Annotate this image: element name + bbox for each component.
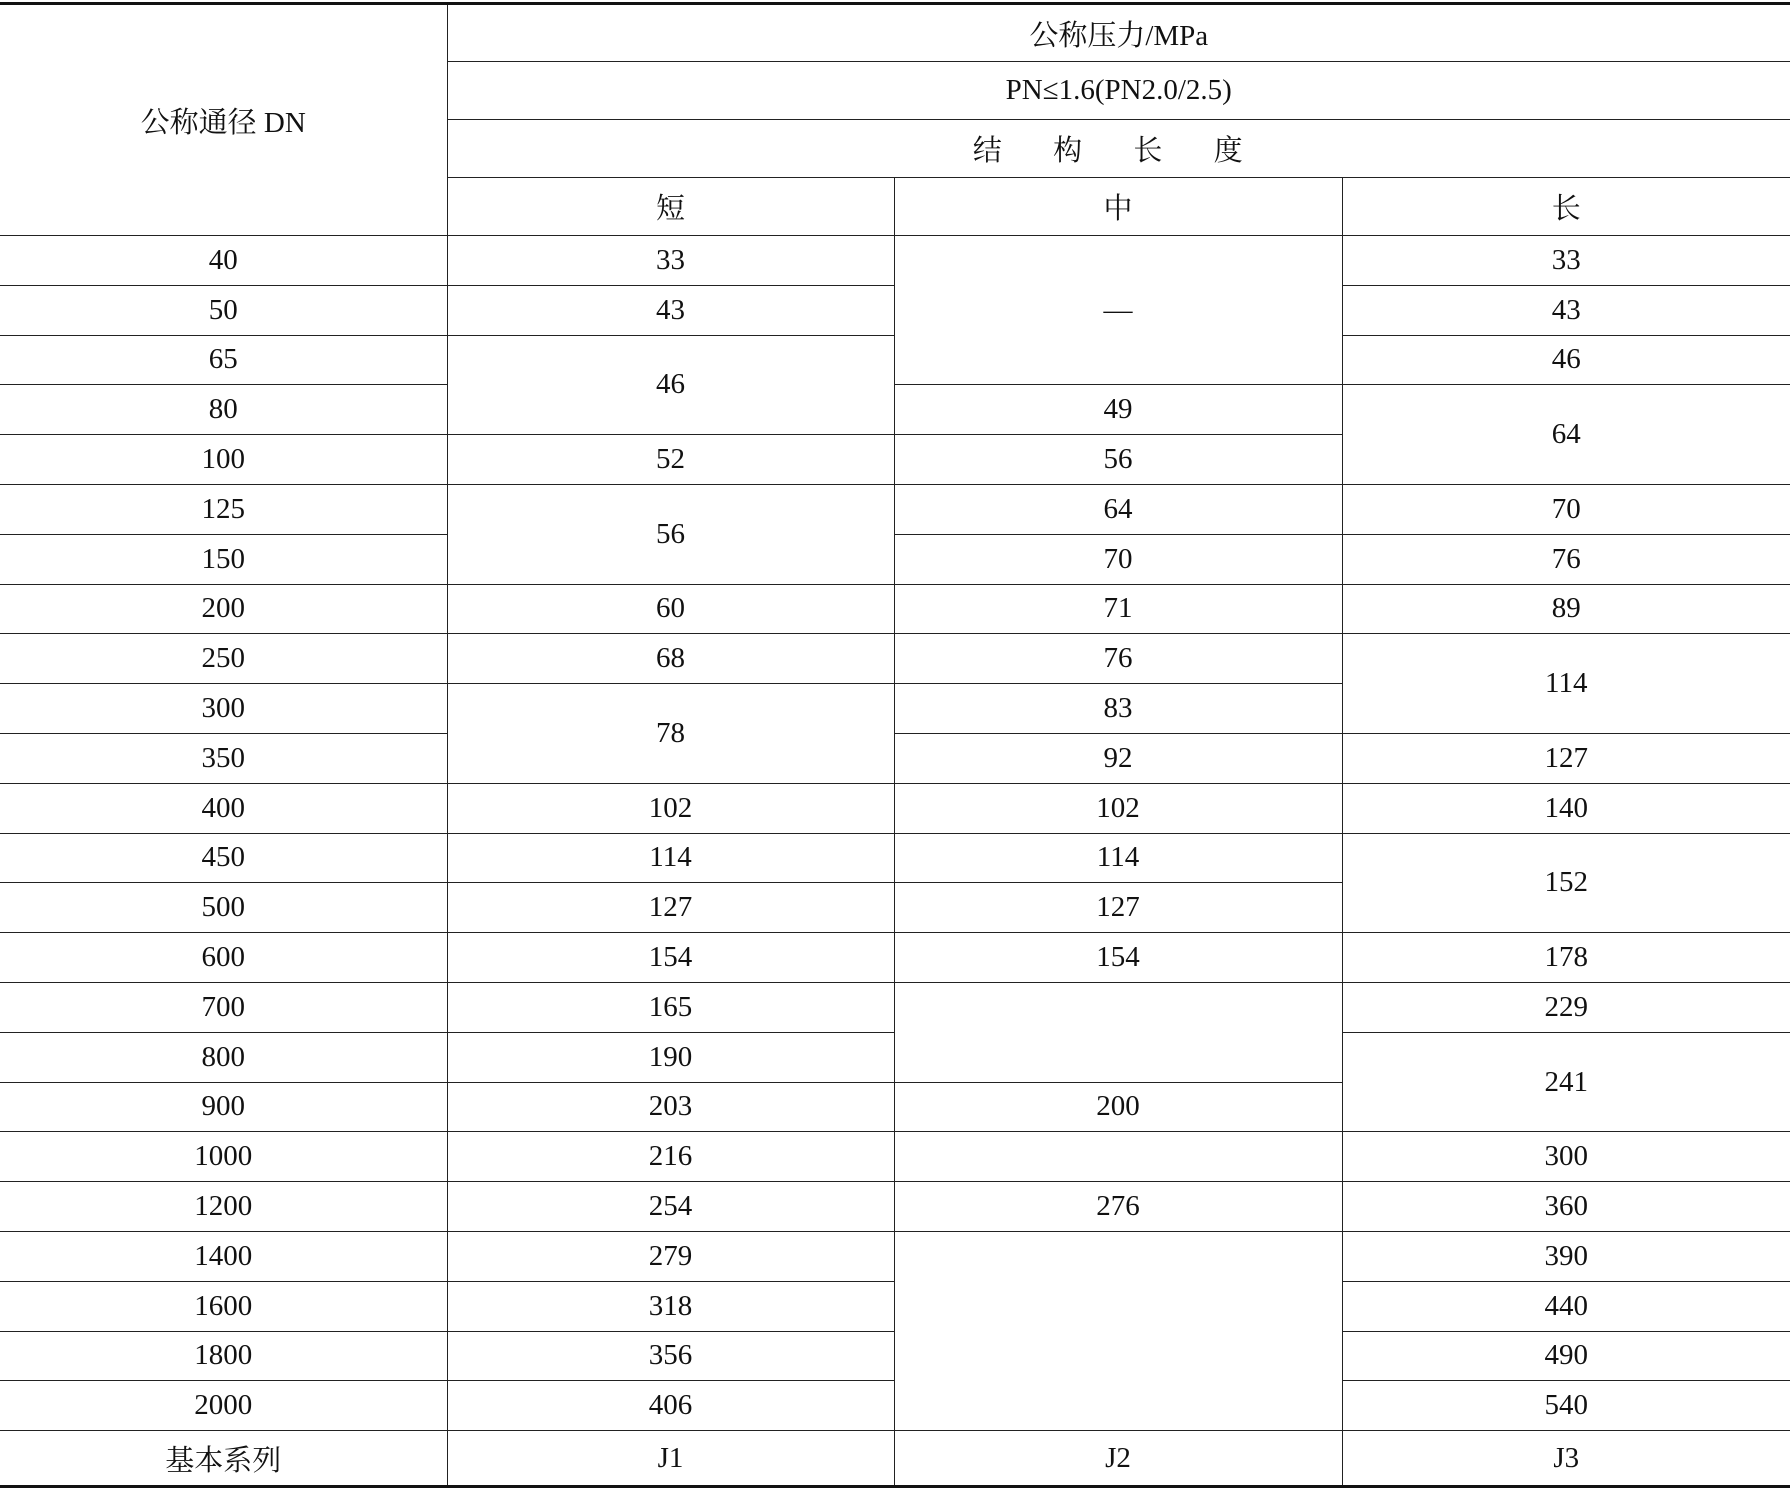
dn-cell: 400 [0,783,447,833]
long-cell: 89 [1342,584,1790,634]
short-cell: 356 [447,1331,894,1381]
dn-cell: 1200 [0,1182,447,1232]
dn-cell: 2000 [0,1381,447,1431]
dn-cell: 450 [0,833,447,883]
short-cell: 43 [447,285,894,335]
long-cell: 70 [1342,484,1790,534]
dn-cell: 1600 [0,1281,447,1331]
short-cell: 190 [447,1032,894,1082]
table-row [0,933,1790,983]
long-cell: 76 [1342,534,1790,584]
long-cell: 229 [1342,982,1790,1032]
table-row [0,1182,1790,1232]
dn-cell: 100 [0,435,447,485]
short-cell: 60 [447,584,894,634]
long-cell: 440 [1342,1281,1790,1331]
long-header: 长 [1342,178,1790,236]
long-cell: 46 [1342,335,1790,385]
medium-cell: 154 [894,933,1342,983]
series-medium: J2 [894,1431,1342,1487]
dn-cell: 150 [0,534,447,584]
table-row [0,484,1790,534]
medium-cell: 92 [894,733,1342,783]
short-cell: 406 [447,1381,894,1431]
medium-cell: 70 [894,534,1342,584]
dn-cell: 800 [0,1032,447,1082]
long-cell: 390 [1342,1231,1790,1281]
structure-length-table [0,2,1790,1488]
table-row [0,1132,1790,1182]
series-long: J3 [1342,1431,1790,1487]
medium-cell: 276 [894,1182,1342,1232]
long-cell: 178 [1342,933,1790,983]
medium-cell: 83 [894,684,1342,734]
medium-cell [894,1231,1342,1430]
table-row [0,634,1790,684]
short-cell: 102 [447,783,894,833]
table-row [0,1231,1790,1281]
table-row [0,783,1790,833]
footer-row [0,1431,1790,1487]
table-row [0,833,1790,883]
medium-cell: 49 [894,385,1342,435]
table-row [0,534,1790,584]
short-cell: 78 [447,684,894,784]
medium-cell: 71 [894,584,1342,634]
series-short: J1 [447,1431,894,1487]
long-cell: 152 [1342,833,1790,933]
medium-cell: — [894,236,1342,385]
dn-cell: 1800 [0,1331,447,1381]
long-cell: 241 [1342,1032,1790,1132]
long-cell: 300 [1342,1132,1790,1182]
long-cell: 490 [1342,1331,1790,1381]
dn-cell: 600 [0,933,447,983]
short-header: 短 [447,178,894,236]
long-cell: 540 [1342,1381,1790,1431]
short-cell: 114 [447,833,894,883]
short-cell: 68 [447,634,894,684]
dn-cell: 300 [0,684,447,734]
medium-cell [894,982,1342,1082]
dn-cell: 700 [0,982,447,1032]
medium-cell: 64 [894,484,1342,534]
short-cell: 127 [447,883,894,933]
short-cell: 279 [447,1231,894,1281]
medium-cell: 102 [894,783,1342,833]
dn-cell: 40 [0,236,447,286]
medium-cell: 127 [894,883,1342,933]
pressure-header: 公称压力/MPa [447,4,1790,62]
dn-header: 公称通径 DN [0,4,447,236]
series-label: 基本系列 [0,1431,447,1487]
long-cell: 33 [1342,236,1790,286]
short-cell: 216 [447,1132,894,1182]
short-cell: 52 [447,435,894,485]
short-cell: 165 [447,982,894,1032]
long-cell: 140 [1342,783,1790,833]
length-header: 结 构 长 度 [447,120,1790,178]
table-row [0,982,1790,1032]
dn-cell: 80 [0,385,447,435]
short-cell: 318 [447,1281,894,1331]
pn-header: PN≤1.6(PN2.0/2.5) [447,62,1790,120]
medium-cell [894,1132,1342,1182]
long-cell: 64 [1342,385,1790,485]
dn-cell: 1400 [0,1231,447,1281]
dn-cell: 65 [0,335,447,385]
medium-header: 中 [894,178,1342,236]
dn-cell: 500 [0,883,447,933]
dn-cell: 250 [0,634,447,684]
short-cell: 154 [447,933,894,983]
short-cell: 56 [447,484,894,584]
long-cell: 43 [1342,285,1790,335]
long-cell: 127 [1342,733,1790,783]
table-row [0,236,1790,286]
short-cell: 46 [447,335,894,435]
long-cell: 360 [1342,1182,1790,1232]
table-row [0,385,1790,435]
dn-cell: 900 [0,1082,447,1132]
short-cell: 203 [447,1082,894,1132]
medium-cell: 114 [894,833,1342,883]
dn-cell: 350 [0,733,447,783]
long-cell: 114 [1342,634,1790,734]
table-row [0,733,1790,783]
dn-cell: 125 [0,484,447,534]
dn-cell: 200 [0,584,447,634]
dn-cell: 1000 [0,1132,447,1182]
medium-cell: 200 [894,1082,1342,1132]
medium-cell: 56 [894,435,1342,485]
short-cell: 33 [447,236,894,286]
dn-cell: 50 [0,285,447,335]
table-row [0,584,1790,634]
medium-cell: 76 [894,634,1342,684]
short-cell: 254 [447,1182,894,1232]
